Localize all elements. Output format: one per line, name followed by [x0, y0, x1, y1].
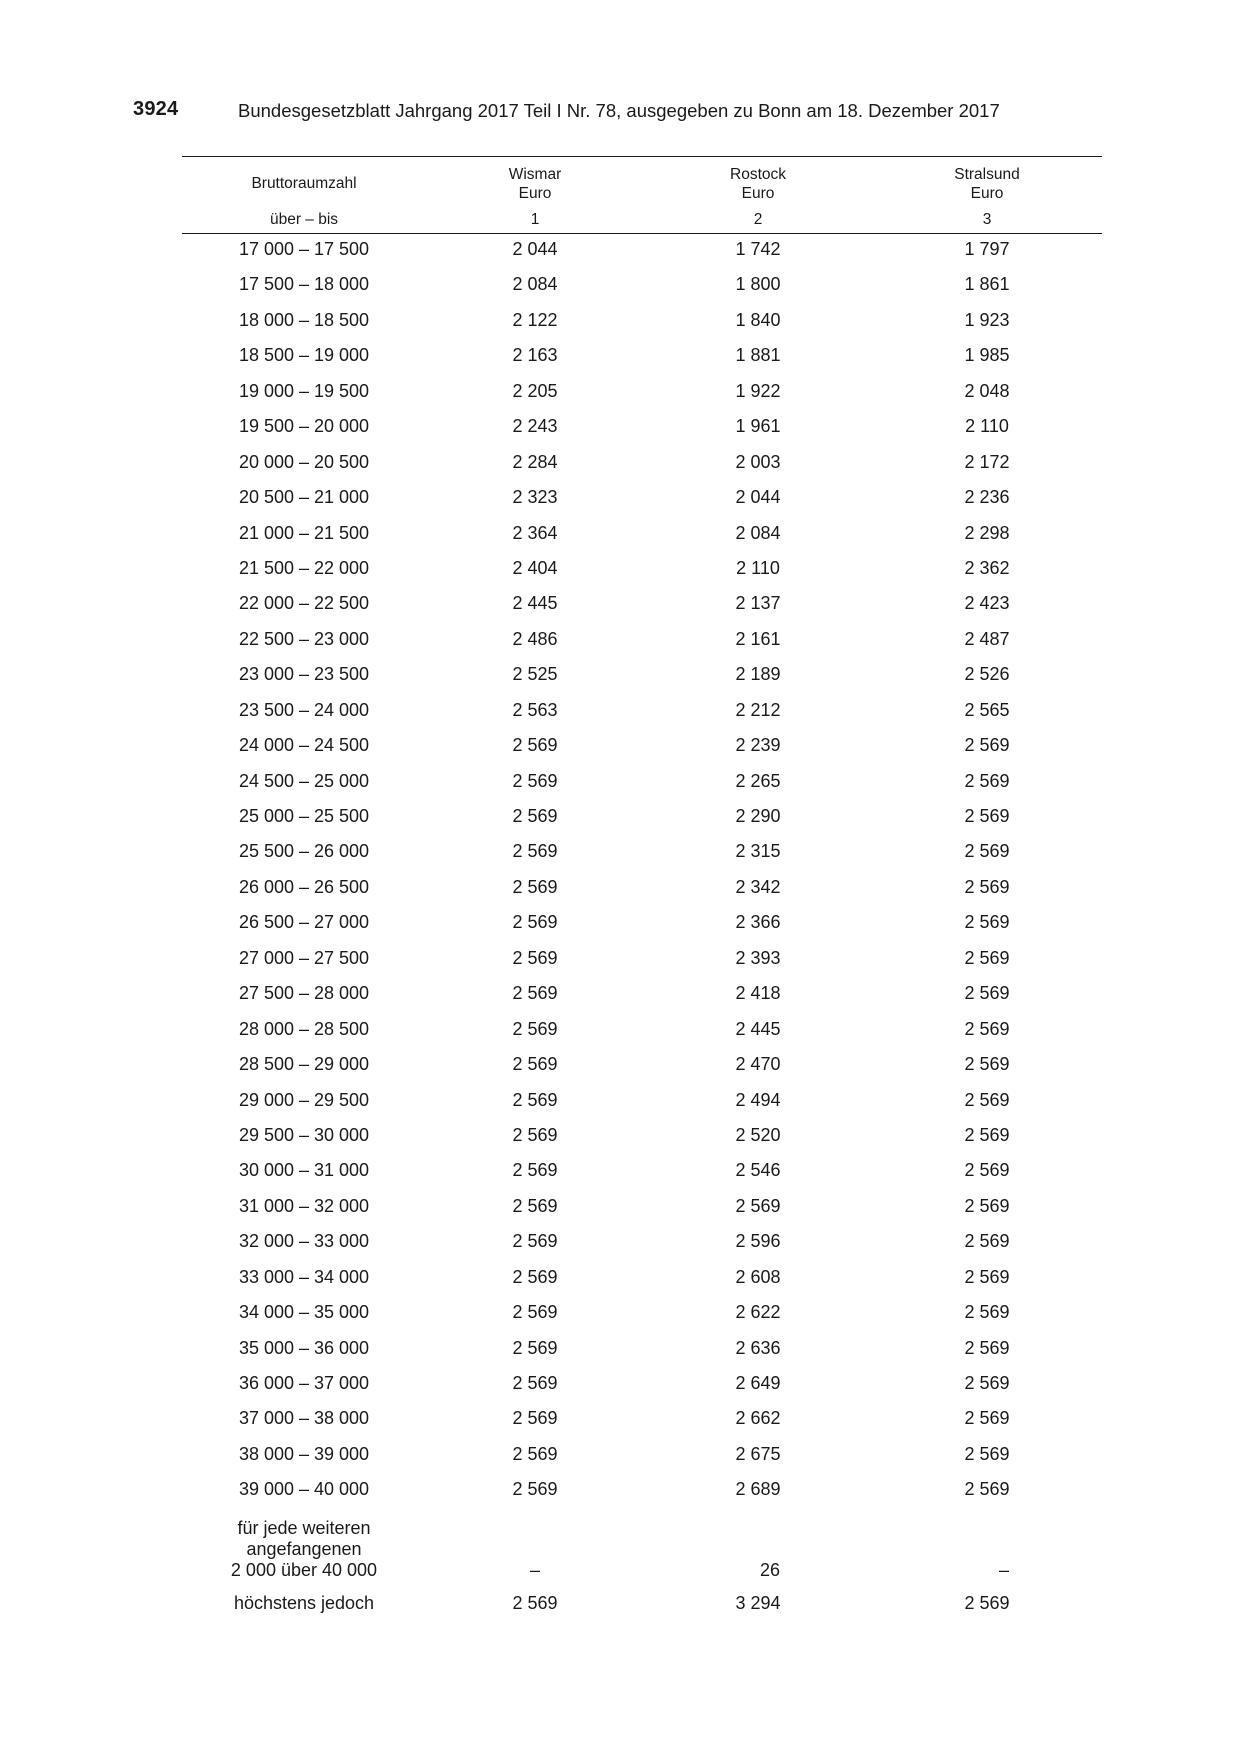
wismar-cell: 2 563 — [512, 699, 558, 720]
wismar-cell: 2 084 — [512, 274, 558, 295]
surcharge-label — [182, 1518, 426, 1581]
stralsund-cell: 2 569 — [964, 983, 1010, 1004]
table-subheader-row — [182, 207, 1102, 233]
table-row — [182, 840, 1102, 875]
rostock-cell: 1 881 — [735, 345, 781, 366]
range-cell: 21 000 – 21 500 — [238, 522, 370, 543]
stralsund-cell: 2 569 — [964, 806, 1010, 826]
range-cell: 22 500 – 23 000 — [238, 628, 370, 649]
column-number: 3 — [982, 211, 992, 228]
table-row — [182, 982, 1102, 1017]
wismar-cell: 2 569 — [512, 735, 558, 756]
table-row — [182, 415, 1102, 450]
rostock-cell: 2 342 — [735, 876, 781, 897]
wismar-cell: 2 569 — [512, 1373, 558, 1393]
range-cell: 18 500 – 19 000 — [238, 345, 370, 366]
range-cell: 37 000 – 38 000 — [238, 1408, 370, 1429]
wismar-cell: 2 569 — [512, 1018, 558, 1039]
range-cell: 34 000 – 35 000 — [238, 1302, 370, 1323]
table-row — [182, 805, 1102, 840]
table-row — [182, 592, 1102, 627]
stralsund-cell: 1 797 — [964, 239, 1010, 259]
table-row — [182, 1124, 1102, 1159]
maximum-value-wismar: 2 569 — [512, 1592, 558, 1613]
table-row — [182, 1266, 1102, 1301]
stralsund-cell: 2 569 — [964, 1195, 1010, 1216]
stralsund-cell: 2 569 — [964, 1160, 1010, 1181]
table-row — [182, 451, 1102, 486]
column-header-unit: Euro — [518, 185, 552, 202]
stralsund-cell: 2 526 — [964, 664, 1010, 685]
table-row — [182, 1053, 1102, 1088]
rostock-cell: 2 084 — [735, 522, 781, 543]
stralsund-cell: 2 569 — [964, 1373, 1010, 1393]
wismar-cell: 2 569 — [512, 1266, 558, 1287]
wismar-cell: 2 243 — [512, 416, 558, 437]
stralsund-cell: 2 298 — [964, 522, 1010, 543]
table-row — [182, 770, 1102, 805]
table-row — [182, 663, 1102, 698]
stralsund-cell: 2 569 — [964, 1018, 1010, 1039]
rostock-cell: 2 212 — [735, 699, 781, 720]
range-cell: 22 000 – 22 500 — [238, 593, 370, 614]
table-header-row — [182, 157, 1102, 207]
range-cell: 20 500 – 21 000 — [238, 487, 370, 508]
range-cell: 18 000 – 18 500 — [238, 309, 370, 330]
surcharge-row — [182, 1518, 1102, 1581]
stralsund-cell: 2 236 — [964, 487, 1010, 508]
surcharge-value-stralsund: – — [998, 1559, 1009, 1580]
wismar-cell: 2 364 — [512, 522, 558, 543]
rostock-cell: 2 003 — [735, 451, 781, 472]
range-cell: 17 500 – 18 000 — [238, 274, 370, 295]
range-cell: 19 000 – 19 500 — [238, 380, 370, 401]
table-row — [182, 1301, 1102, 1336]
table-row — [182, 911, 1102, 946]
page-number: 3924 — [133, 98, 179, 120]
table-row — [182, 1407, 1102, 1442]
surcharge-label-line: für jede weiteren — [237, 1517, 371, 1538]
wismar-cell: 2 569 — [512, 1408, 558, 1429]
rostock-cell: 2 546 — [735, 1160, 781, 1181]
table-row — [182, 1478, 1102, 1513]
column-header-bruttoraumzahl — [182, 157, 426, 207]
stralsund-cell: 1 985 — [964, 345, 1010, 366]
rostock-cell: 2 520 — [735, 1124, 781, 1145]
rostock-cell: 2 044 — [735, 487, 781, 508]
wismar-cell: 2 569 — [512, 983, 558, 1004]
rostock-cell: 2 189 — [735, 664, 781, 685]
rostock-cell: 2 689 — [735, 1479, 781, 1500]
rostock-cell: 1 840 — [735, 309, 781, 330]
stralsund-cell: 2 048 — [964, 380, 1010, 401]
maximum-row — [182, 1592, 1102, 1628]
wismar-cell: 2 569 — [512, 1054, 558, 1075]
wismar-cell: 2 569 — [512, 1195, 558, 1216]
stralsund-cell: 2 565 — [964, 699, 1010, 720]
column-number: 2 — [753, 211, 763, 228]
table-row — [182, 486, 1102, 521]
maximum-value-rostock: 3 294 — [735, 1592, 781, 1613]
table-row — [182, 273, 1102, 308]
rostock-cell: 2 649 — [735, 1373, 781, 1393]
stralsund-cell: 2 569 — [964, 1089, 1010, 1110]
range-cell: 38 000 – 39 000 — [238, 1443, 370, 1464]
wismar-cell: 2 569 — [512, 1302, 558, 1323]
range-cell: 26 500 – 27 000 — [238, 912, 370, 933]
rostock-cell: 2 315 — [735, 841, 781, 862]
column-header-unit: Euro — [970, 185, 1004, 202]
wismar-cell: 2 486 — [512, 628, 558, 649]
range-cell: 17 000 – 17 500 — [238, 239, 370, 259]
range-cell: 28 500 – 29 000 — [238, 1054, 370, 1075]
range-cell: 27 500 – 28 000 — [238, 983, 370, 1004]
fee-table — [182, 156, 1102, 1628]
rostock-cell: 2 290 — [735, 806, 781, 826]
stralsund-cell: 2 569 — [964, 770, 1010, 791]
column-header-label: Rostock — [730, 166, 786, 183]
range-cell: 30 000 – 31 000 — [238, 1160, 370, 1181]
table-row — [182, 1372, 1102, 1407]
rostock-cell: 2 569 — [735, 1195, 781, 1216]
column-subheader: über – bis — [269, 211, 339, 228]
wismar-cell: 2 445 — [512, 593, 558, 614]
wismar-cell: 2 569 — [512, 1337, 558, 1358]
range-cell: 28 000 – 28 500 — [238, 1018, 370, 1039]
wismar-cell: 2 569 — [512, 1160, 558, 1181]
rostock-cell: 2 470 — [735, 1054, 781, 1075]
rostock-cell: 2 366 — [735, 912, 781, 933]
wismar-cell: 2 205 — [512, 380, 558, 401]
range-cell: 29 000 – 29 500 — [238, 1089, 370, 1110]
table-row — [182, 380, 1102, 415]
stralsund-cell: 2 569 — [964, 912, 1010, 933]
table-row — [182, 309, 1102, 344]
stralsund-cell: 2 423 — [964, 593, 1010, 614]
column-header-rostock — [644, 157, 872, 207]
rostock-cell: 2 393 — [735, 947, 781, 968]
range-cell: 21 500 – 22 000 — [238, 557, 370, 578]
stralsund-cell: 2 110 — [965, 416, 1009, 437]
range-cell: 35 000 – 36 000 — [238, 1337, 370, 1358]
range-cell: 39 000 – 40 000 — [238, 1479, 370, 1500]
rostock-cell: 1 922 — [735, 380, 781, 401]
wismar-cell: 2 569 — [512, 1443, 558, 1464]
stralsund-cell: 1 861 — [964, 274, 1010, 295]
wismar-cell: 2 122 — [512, 309, 558, 330]
table-row — [182, 947, 1102, 982]
rostock-cell: 2 137 — [735, 593, 781, 614]
range-cell: 20 000 – 20 500 — [238, 451, 370, 472]
rostock-cell: 2 418 — [735, 983, 781, 1004]
range-cell: 26 000 – 26 500 — [238, 876, 370, 897]
stralsund-cell: 2 569 — [964, 1337, 1010, 1358]
rostock-cell: 2 161 — [735, 628, 781, 649]
stralsund-cell: 2 569 — [964, 1443, 1010, 1464]
table-row — [182, 876, 1102, 911]
stralsund-cell: 2 569 — [964, 1479, 1010, 1500]
stralsund-cell: 2 569 — [964, 1302, 1010, 1323]
wismar-cell: 2 569 — [512, 1089, 558, 1110]
surcharge-value-wismar: – — [529, 1559, 540, 1580]
rostock-cell: 2 445 — [735, 1018, 781, 1039]
running-head: Bundesgesetzblatt Jahrgang 2017 Teil I Nr. 78, ausgegeben zu Bonn am 18. Dezember 2017 — [238, 100, 1000, 121]
range-cell: 33 000 – 34 000 — [238, 1266, 370, 1287]
rostock-cell: 1 961 — [735, 416, 781, 437]
rostock-cell: 2 494 — [735, 1089, 781, 1110]
column-header-label: Wismar — [508, 166, 562, 183]
table-row — [182, 628, 1102, 663]
table-row — [182, 734, 1102, 769]
wismar-cell: 2 569 — [512, 912, 558, 933]
stralsund-cell: 2 569 — [964, 841, 1010, 862]
table-row — [182, 238, 1102, 273]
range-cell: 29 500 – 30 000 — [238, 1124, 370, 1145]
wismar-cell: 2 163 — [512, 345, 558, 366]
column-header-stralsund — [872, 157, 1102, 207]
table-row — [182, 1337, 1102, 1372]
wismar-cell: 2 323 — [512, 487, 558, 508]
rostock-cell: 2 265 — [735, 770, 781, 791]
table-row — [182, 699, 1102, 734]
table-row — [182, 1443, 1102, 1478]
table-row — [182, 344, 1102, 379]
wismar-cell: 2 569 — [512, 947, 558, 968]
wismar-cell: 2 569 — [512, 876, 558, 897]
table-row — [182, 522, 1102, 557]
surcharge-value-rostock: 26 — [759, 1559, 781, 1580]
range-cell: 23 500 – 24 000 — [238, 699, 370, 720]
wismar-cell: 2 284 — [512, 451, 558, 472]
table-row — [182, 1159, 1102, 1194]
rostock-cell: 2 596 — [735, 1231, 781, 1252]
table-row — [182, 1195, 1102, 1230]
rostock-cell: 1 800 — [735, 274, 781, 295]
range-cell: 24 000 – 24 500 — [238, 735, 370, 756]
wismar-cell: 2 569 — [512, 841, 558, 862]
stralsund-cell: 2 569 — [964, 947, 1010, 968]
stralsund-cell: 2 569 — [964, 876, 1010, 897]
range-cell: 23 000 – 23 500 — [238, 664, 370, 685]
stralsund-cell: 2 569 — [964, 1231, 1010, 1252]
stralsund-cell: 2 569 — [964, 735, 1010, 756]
column-header-unit: Euro — [741, 185, 775, 202]
column-header-wismar — [426, 157, 644, 207]
table-body — [182, 234, 1102, 1514]
range-cell: 36 000 – 37 000 — [238, 1373, 370, 1393]
stralsund-cell: 2 172 — [964, 451, 1010, 472]
table-row — [182, 1089, 1102, 1124]
wismar-cell: 2 404 — [512, 557, 558, 578]
stralsund-cell: 2 569 — [964, 1408, 1010, 1429]
rostock-cell: 2 110 — [736, 557, 780, 578]
range-cell: 27 000 – 27 500 — [238, 947, 370, 968]
maximum-value-stralsund: 2 569 — [964, 1592, 1010, 1613]
stralsund-cell: 1 923 — [964, 309, 1010, 330]
wismar-cell: 2 044 — [512, 239, 558, 259]
rostock-cell: 2 239 — [735, 735, 781, 756]
wismar-cell: 2 569 — [512, 1479, 558, 1500]
range-cell: 25 000 – 25 500 — [238, 806, 370, 826]
wismar-cell: 2 569 — [512, 806, 558, 826]
stralsund-cell: 2 487 — [964, 628, 1010, 649]
range-cell: 24 500 – 25 000 — [238, 770, 370, 791]
table-row — [182, 1230, 1102, 1265]
column-number: 1 — [530, 211, 540, 228]
wismar-cell: 2 569 — [512, 770, 558, 791]
column-header-label: Stralsund — [954, 166, 1020, 183]
wismar-cell: 2 569 — [512, 1124, 558, 1145]
column-header-label: Bruttoraumzahl — [251, 175, 357, 192]
range-cell: 32 000 – 33 000 — [238, 1231, 370, 1252]
rostock-cell: 1 742 — [735, 239, 781, 259]
surcharge-label-line: angefangenen — [246, 1538, 362, 1559]
wismar-cell: 2 569 — [512, 1231, 558, 1252]
rostock-cell: 2 675 — [735, 1443, 781, 1464]
wismar-cell: 2 525 — [512, 664, 558, 685]
maximum-label: höchstens jedoch — [233, 1592, 375, 1613]
rostock-cell: 2 636 — [735, 1337, 781, 1358]
stralsund-cell: 2 569 — [964, 1266, 1010, 1287]
rostock-cell: 2 608 — [735, 1266, 781, 1287]
stralsund-cell: 2 569 — [964, 1054, 1010, 1075]
stralsund-cell: 2 569 — [964, 1124, 1010, 1145]
rostock-cell: 2 622 — [735, 1302, 781, 1323]
surcharge-label-line: 2 000 über 40 000 — [230, 1559, 378, 1580]
stralsund-cell: 2 362 — [964, 557, 1010, 578]
rostock-cell: 2 662 — [735, 1408, 781, 1429]
range-cell: 31 000 – 32 000 — [238, 1195, 370, 1216]
table-row — [182, 1018, 1102, 1053]
range-cell: 25 500 – 26 000 — [238, 841, 370, 862]
range-cell: 19 500 – 20 000 — [238, 416, 370, 437]
table-row — [182, 557, 1102, 592]
